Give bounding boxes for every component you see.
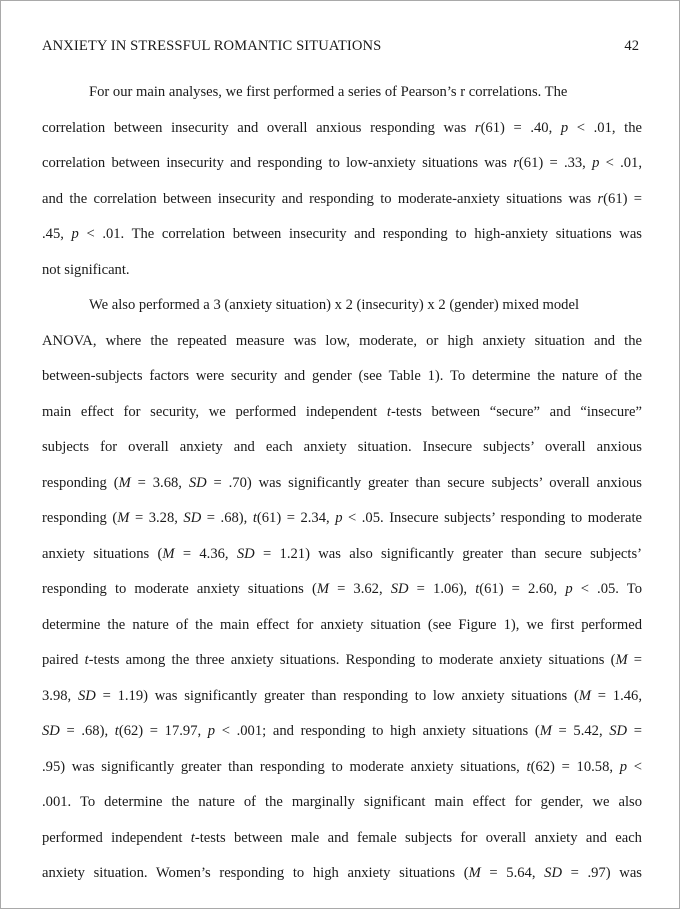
text-line: responding to moderate anxiety situations (M = 3.62, SD = 1.06), t(61) = 2.60, p < .05. To — [42, 581, 642, 597]
text-line: anxiety situation. Women’s responding to high anxiety situations (M = 5.64, SD = .97) was — [42, 865, 642, 881]
text-line: .001. To determine the nature of the marginally significant main effect for gender, we also — [42, 794, 642, 810]
text-line: .95) was significantly greater than responding to moderate anxiety situations, t(62) = 10.58, p < — [42, 758, 642, 775]
text-line: ANOVA, where the repeated measure was low, moderate, or high anxiety situation and the — [42, 332, 642, 349]
text-line: paired t-tests among the three anxiety situations. Responding to moderate anxiety situations (M = — [42, 652, 642, 668]
text-line: responding (M = 3.68, SD = .70) was significantly greater than secure subjects’ overall anxious — [42, 474, 642, 491]
text-line: main effect for security, we performed independent t-tests between “secure” and “insecure” — [42, 403, 642, 420]
text-line: correlation between insecurity and overall anxious responding was r(61) = .40, p < .01, the — [42, 119, 642, 136]
text-line: 3.98, SD = 1.19) was significantly greater than responding to low anxiety situations (M = 1.46, — [42, 687, 642, 704]
text-line: and the correlation between insecurity and responding to moderate-anxiety situations was r(61) = — [42, 190, 642, 207]
running-head: ANXIETY IN STRESSFUL ROMANTIC SITUATIONS — [42, 38, 382, 54]
page-number: 42 — [624, 38, 639, 54]
text-line: anxiety situations (M = 4.36, SD = 1.21) was also significantly greater than secure subjects’ — [42, 545, 642, 562]
body-text — [42, 75, 642, 892]
text-line: between-subjects factors were security and gender (see Table 1). To determine the nature of the — [42, 368, 642, 384]
paragraph-first-line: We also performed a 3 (anxiety situation) x 2 (insecurity) x 2 (gender) mixed model — [89, 297, 579, 313]
text-line: not significant. — [42, 261, 130, 278]
text-line: correlation between insecurity and responding to low-anxiety situations was r(61) = .33, p < .01, — [42, 155, 642, 171]
text-line: determine the nature of the main effect for anxiety situation (see Figure 1), we first performed — [42, 616, 642, 633]
text-line: .45, p < .01. The correlation between insecurity and responding to high-anxiety situations was — [42, 226, 642, 242]
paragraph-first-line: For our main analyses, we first performed a series of Pearson’s r correlations. The — [89, 84, 568, 100]
text-line: performed independent t-tests between male and female subjects for overall anxiety and each — [42, 829, 642, 846]
text-line: SD = .68), t(62) = 17.97, p < .001; and responding to high anxiety situations (M = 5.42, SD = — [42, 723, 642, 739]
text-line: subjects for overall anxiety and each anxiety situation. Insecure subjects’ overall anxious — [42, 439, 642, 455]
text-line: responding (M = 3.28, SD = .68), t(61) = 2.34, p < .05. Insecure subjects’ responding to moderate — [42, 510, 642, 526]
